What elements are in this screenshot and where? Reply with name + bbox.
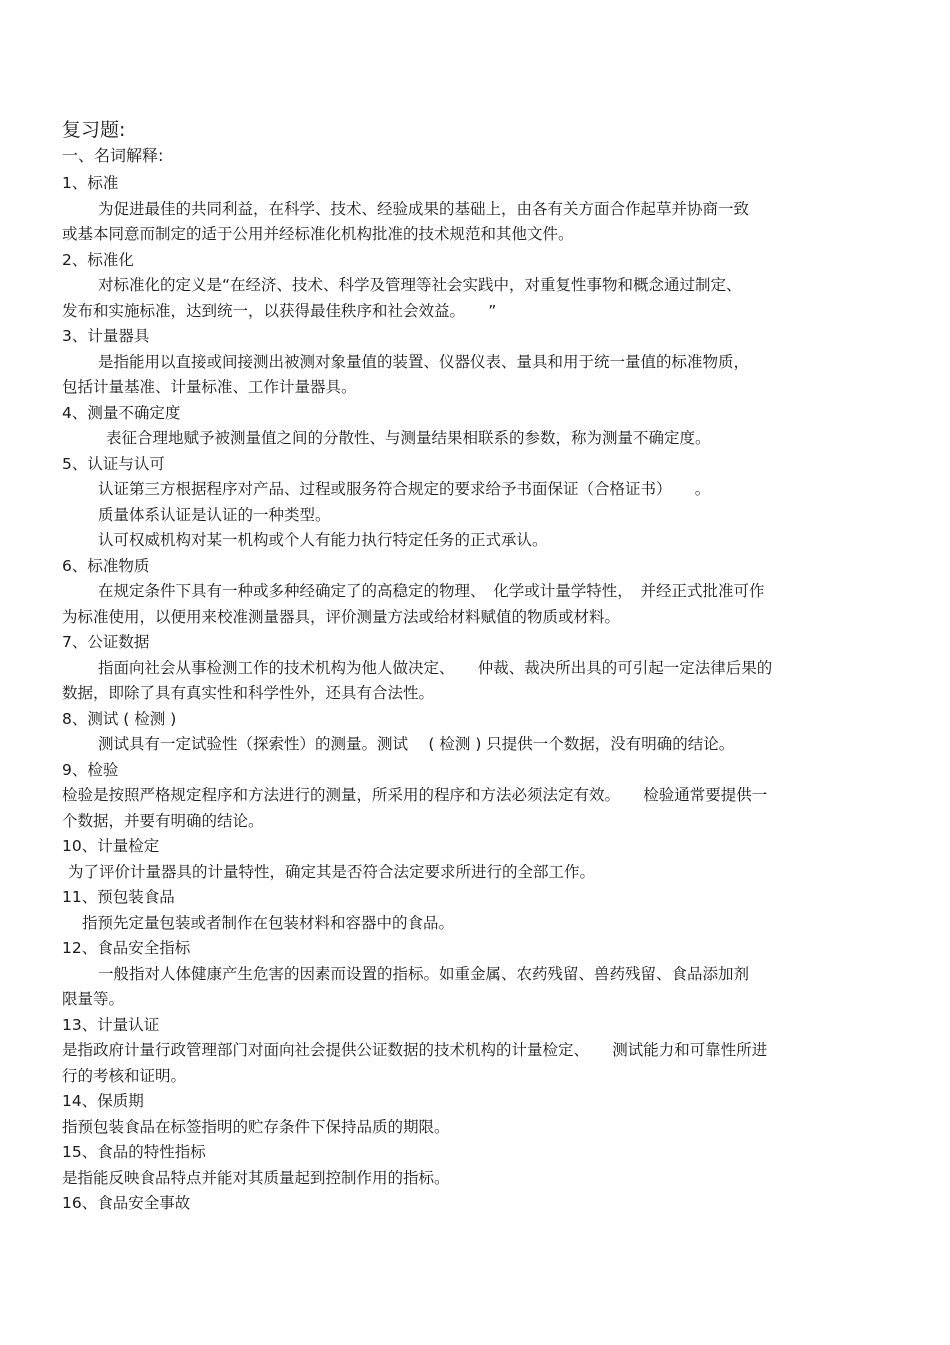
term-definition: 或基本同意而制定的适于公用并经标准化机构批准的技术规范和其他文件。 xyxy=(62,225,574,243)
term-heading: 6、标准物质 xyxy=(62,556,150,575)
term-heading: 16、食品安全事故 xyxy=(62,1194,191,1212)
term-heading: 14、保质期 xyxy=(62,1092,144,1110)
term-definition: 个数据，并要有明确的结论。 xyxy=(62,811,264,830)
term-definition: 为了评价计量器具的计量特性，确定其是否符合法定要求所进行的全部工作。 xyxy=(68,862,596,881)
term-definition: 数据，即除了具有真实性和科学性外，还具有合法性。 xyxy=(62,684,435,702)
term-definition: 测试具有一定试验性（探索性）的测量。测试 ( 检测 ) 只提供一个数据，没有明确的结论。 xyxy=(98,735,735,753)
term-definition: 认证第三方根据程序对产品、过程或服务符合规定的要求给予书面保证（合格证书） 。 xyxy=(98,480,711,498)
term-definition: 表征合理地赋予被测量值之间的分散性、与测量结果相联系的参数，称为测量不确定度。 xyxy=(106,429,711,447)
term-definition: 为促进最佳的共同利益，在科学、技术、经验成果的基础上，由各有关方面合作起草并协商一致 xyxy=(98,199,750,218)
term-heading: 10、计量检定 xyxy=(62,837,160,855)
term-heading: 12、食品安全指标 xyxy=(62,939,191,957)
term-heading: 9、检验 xyxy=(62,760,119,779)
term-heading: 1、标准 xyxy=(62,174,119,192)
term-definition: 包括计量基准、计量标准、工作计量器具。 xyxy=(62,378,357,396)
term-definition: 在规定条件下具有一种或多种经确定了的高稳定的物理、 化学或计量学特性， 并经正式批准可作 xyxy=(98,582,765,600)
term-definition: 行的考核和证明。 xyxy=(62,1066,187,1085)
term-definition: 对标准化的定义是“在经济、技术、科学及管理等社会实践中，对重复性事物和概念通过制定、 xyxy=(98,276,742,294)
term-definition: 是指政府计量行政管理部门对面向社会提供公证数据的技术机构的计量检定、 测试能力和可靠性所进 xyxy=(62,1041,768,1059)
term-definition: 是指能反映食品特点并能对其质量起到控制作用的指标。 xyxy=(62,1168,450,1187)
term-definition: 一般指对人体健康产生危害的因素而设置的指标。如重金属、农药残留、兽药残留、食品添加剂 xyxy=(98,964,750,983)
term-heading: 4、测量不确定度 xyxy=(62,403,181,422)
term-definition: 限量等。 xyxy=(62,990,125,1008)
term-definition: 质量体系认证是认证的一种类型。 xyxy=(98,505,331,524)
term-definition: 指预包装食品在标签指明的贮存条件下保持品质的期限。 xyxy=(62,1117,450,1136)
term-heading: 11、预包装食品 xyxy=(62,888,175,906)
term-heading: 13、计量认证 xyxy=(62,1015,160,1034)
term-definition: 认可权威机构对某一机构或个人有能力执行特定任务的正式承认。 xyxy=(98,531,548,549)
term-heading: 15、食品的特性指标 xyxy=(62,1143,206,1161)
term-heading: 2、标准化 xyxy=(62,250,134,269)
term-definition: 发布和实施标准，达到统一，以获得最佳秩序和社会效益。 ” xyxy=(62,301,497,320)
term-definition: 指面向社会从事检测工作的技术机构为他人做决定、 仲裁、裁决所出具的可引起一定法律后果的 xyxy=(98,658,773,677)
term-definition: 是指能用以直接或间接测出被测对象量值的装置、仪器仪表、量具和用于统一量值的标准物质， xyxy=(98,352,750,371)
term-definition: 指预先定量包装或者制作在包装材料和容器中的食品。 xyxy=(82,913,455,932)
term-heading: 7、公证数据 xyxy=(62,633,150,651)
term-definition: 为标准使用，以便用来校准测量器具，评价测量方法或给材料赋值的物质或材料。 xyxy=(62,607,621,626)
section-heading: 一、名词解释: xyxy=(62,146,164,165)
term-heading: 8、测试 ( 检测 ) xyxy=(62,709,177,728)
term-definition: 检验是按照严格规定程序和方法进行的测量，所采用的程序和方法必须法定有效。 检验通常要提供一 xyxy=(62,786,768,804)
term-list xyxy=(62,171,892,1217)
page-title: 复习题: xyxy=(62,119,126,141)
term-heading: 3、计量器具 xyxy=(62,327,150,345)
term-heading: 5、认证与认可 xyxy=(62,454,165,473)
